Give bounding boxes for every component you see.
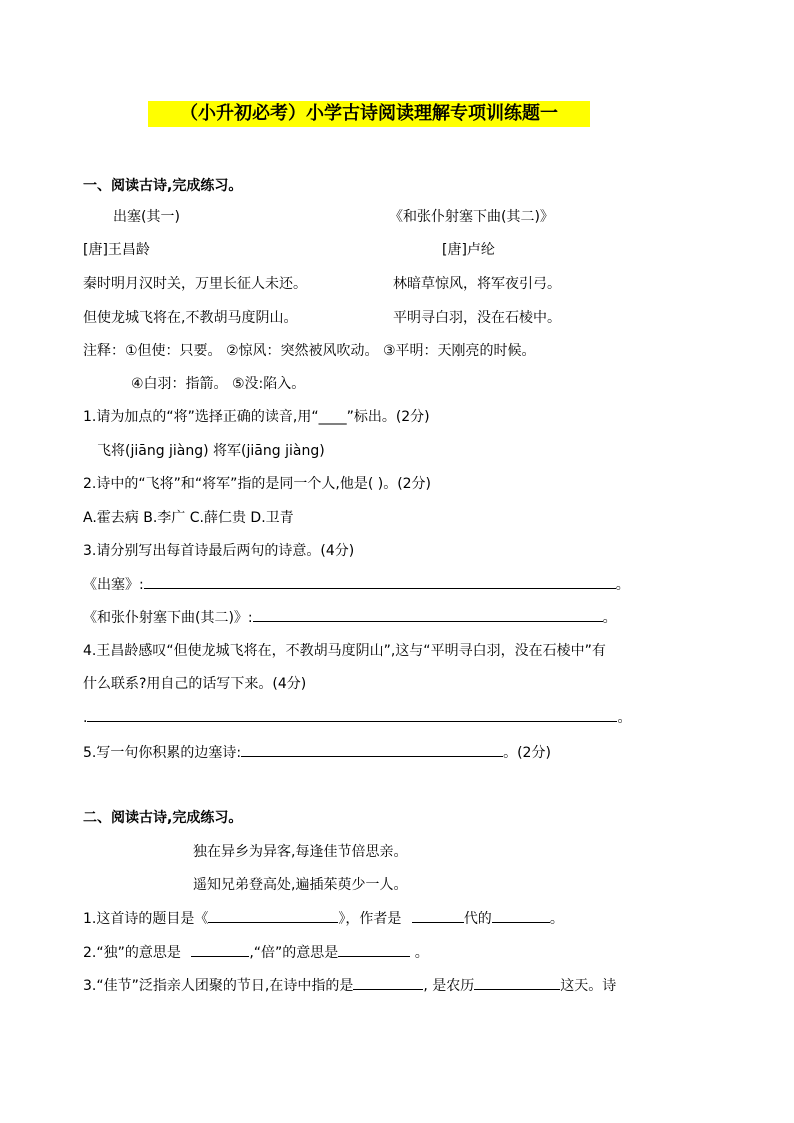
question-3: 3.请分别写出每首诗最后两句的诗意。(4分) xyxy=(83,543,355,559)
page-title: （小升初必考）小学古诗阅读理解专项训练题一 xyxy=(148,101,590,127)
poem-line2: 遥知兄弟登高处,遍插茱萸少一人。 xyxy=(193,877,408,893)
answer-blank[interactable] xyxy=(492,908,550,923)
s2-q2-text-a: 2.“独”的意思是 xyxy=(83,945,186,961)
question-3-answer-a xyxy=(83,574,630,595)
s2-question-3 xyxy=(83,975,616,996)
question-2: 2.诗中的“飞将”和“将军”指的是同一个人,他是( )。(2分) xyxy=(83,476,432,492)
s2-q1-text-c: 代的 xyxy=(463,911,492,927)
s2-q1-text-b: 》，作者是 xyxy=(338,911,406,927)
s2-q3-text-b: , 是农历 xyxy=(423,978,475,994)
answer-blank[interactable] xyxy=(412,908,464,923)
poem2-line2: 平明寻白羽，没在石棱中。 xyxy=(393,310,561,326)
poem2-line1: 林暗草惊风，将军夜引弓。 xyxy=(393,276,561,292)
section2-heading: 二、阅读古诗,完成练习。 xyxy=(83,810,243,826)
section1-heading: 一、阅读古诗,完成练习。 xyxy=(83,178,243,194)
answer-blank[interactable] xyxy=(253,607,603,622)
s2-q2-end: 。 xyxy=(410,945,429,961)
end-mark: 。 xyxy=(602,610,617,626)
notes-line2: ④白羽：指箭。 ⑤没:陷入。 xyxy=(131,376,306,392)
s2-question-2 xyxy=(83,942,429,963)
s2-q3-text-c: 这天。诗 xyxy=(560,978,617,994)
poem1-line2: 但使龙城飞将在,不教胡马度阴山。 xyxy=(83,310,298,326)
answer-blank[interactable] xyxy=(338,942,410,957)
question-1: 1.请为加点的“将”选择正确的读音,用“____”标出。(2分) xyxy=(83,409,430,425)
answer-blank[interactable] xyxy=(241,742,503,757)
question-5-label: 5.写一句你积累的边塞诗: xyxy=(83,745,242,761)
poem1-line1: 秦时明月汉时关，万里长征人未还。 xyxy=(83,276,307,292)
poem1-title: 出塞(其一) xyxy=(113,209,180,225)
answer-blank[interactable] xyxy=(87,707,617,722)
s2-q1-end: 。 xyxy=(549,911,564,927)
question-3-label-a: 《出塞》: xyxy=(83,577,144,593)
end-mark: 。 xyxy=(615,577,630,593)
question-3-answer-b xyxy=(83,607,617,628)
s2-q2-text-b: ,“倍”的意思是 xyxy=(249,945,339,961)
answer-blank[interactable] xyxy=(353,975,423,990)
question-3-label-b: 《和张仆射塞下曲(其二)》: xyxy=(83,610,253,626)
s2-q1-text-a: 1.这首诗的题目是《 xyxy=(83,911,209,927)
answer-blank[interactable] xyxy=(208,908,338,923)
question-5-score: 。(2分) xyxy=(503,745,551,761)
question-4-answer xyxy=(83,707,631,728)
answer-prefix: . xyxy=(83,710,88,726)
question-4-line1: 4.王昌龄感叹“但使龙城飞将在，不教胡马度阴山”,这与“平明寻白羽，没在石棱中”有 xyxy=(83,643,606,659)
poem2-author: [唐]卢纶 xyxy=(442,242,495,258)
poem1-author: [唐]王昌龄 xyxy=(83,242,150,258)
notes-line1: 注释：①但使：只要。 ②惊风：突然被风吹动。 ③平明：天刚亮的时候。 xyxy=(83,343,536,359)
question-2-options: A.霍去病 B.李广 C.薛仁贵 D.卫青 xyxy=(83,510,294,526)
answer-blank[interactable] xyxy=(191,942,249,957)
poem2-title: 《和张仆射塞下曲(其二)》 xyxy=(389,209,554,225)
s2-q3-text-a: 3.“佳节”泛指亲人团聚的节日,在诗中指的是 xyxy=(83,978,354,994)
poem-line1: 独在异乡为异客,每逢佳节倍思亲。 xyxy=(193,844,408,860)
question-5 xyxy=(83,742,551,763)
s2-question-1 xyxy=(83,908,564,929)
answer-blank[interactable] xyxy=(144,574,616,589)
question-1-options: 飞将(jiāng jiàng) 将军(jiāng jiàng) xyxy=(97,443,325,459)
end-mark: 。 xyxy=(617,710,632,726)
question-4-line2: 什么联系?用自己的话写下来。(4分) xyxy=(83,676,307,692)
answer-blank[interactable] xyxy=(474,975,560,990)
